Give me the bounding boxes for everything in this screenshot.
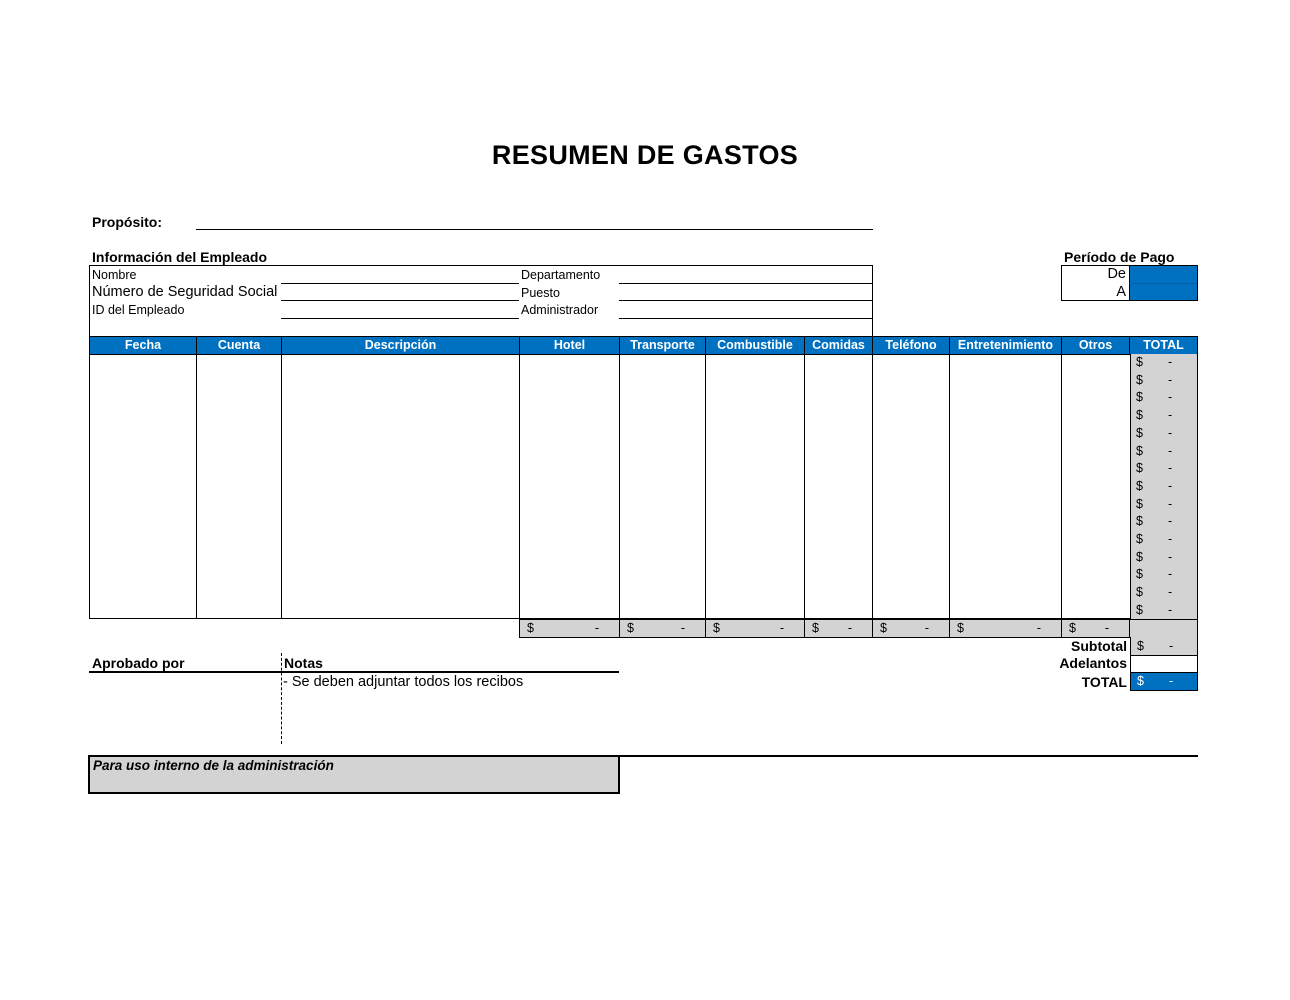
sum-entretenimiento: $ - [950, 620, 1062, 637]
col-divider [949, 354, 950, 637]
row-total: $ - [1136, 549, 1173, 564]
internal-use-label: Para uso interno de la administración [93, 758, 334, 773]
col-divider [619, 354, 620, 637]
pay-period-to-label: A [1116, 284, 1126, 300]
sum-otros: $ - [1062, 620, 1130, 637]
row-total: $ - [1136, 532, 1173, 546]
col-divider [872, 354, 873, 637]
row-total: $ - [1136, 372, 1173, 387]
sum-telefono: $ - [873, 620, 950, 637]
page-title: RESUMEN DE GASTOS [491, 140, 799, 170]
internal-use-box[interactable] [88, 755, 620, 794]
total-value: $ - [1130, 673, 1198, 691]
name-label: Nombre [92, 268, 137, 282]
row-total: $ - [1136, 425, 1173, 440]
row-total: $ - [1136, 355, 1173, 369]
col-divider [1061, 354, 1062, 637]
row-total: $ - [1136, 408, 1173, 423]
row-total: $ - [1136, 443, 1173, 458]
sum-transporte: $ - [620, 620, 706, 637]
ssn-label: Número de Seguridad Social [92, 284, 278, 300]
approved-by-label: Aprobado por [92, 655, 185, 671]
ssn-field[interactable] [281, 300, 519, 301]
col-divider [705, 354, 706, 637]
purpose-label: Propósito: [92, 214, 162, 230]
row-total: $ - [1136, 478, 1173, 493]
col-header-comidas: Comidas [805, 337, 873, 354]
col-header-otros: Otros [1062, 337, 1130, 354]
notes-text: - Se deben adjuntar todos los recibos [283, 674, 524, 690]
advances-label: Adelantos [1059, 655, 1127, 671]
employee-id-label: ID del Empleado [92, 303, 185, 317]
pay-period-heading: Período de Pago [1064, 249, 1175, 265]
col-divider [519, 354, 520, 637]
col-header-descripcion: Descripción [282, 337, 520, 354]
row-total: $ - [1136, 585, 1173, 600]
sum-total-empty [1130, 620, 1198, 637]
row-total: $ - [1136, 567, 1173, 582]
advances-field[interactable] [1130, 655, 1198, 673]
col-divider [196, 354, 197, 619]
bottom-rule [619, 755, 1198, 757]
department-field[interactable] [619, 283, 873, 284]
department-label: Departamento [521, 268, 601, 282]
notes-label: Notas [284, 655, 323, 671]
col-header-combustible: Combustible [706, 337, 805, 354]
employee-info-box [89, 265, 873, 337]
col-divider [804, 354, 805, 637]
total-label: TOTAL [1081, 674, 1127, 690]
col-header-hotel: Hotel [520, 337, 620, 354]
pay-period-from-label: De [1107, 266, 1126, 282]
row-total: $ - [1136, 461, 1173, 476]
approved-by-line [89, 671, 619, 673]
sum-hotel: $ - [520, 620, 620, 637]
employee-info-heading: Información del Empleado [92, 249, 268, 265]
pay-period-divider [1129, 283, 1197, 284]
notes-divider [281, 653, 282, 744]
row-total: $ - [1136, 514, 1173, 529]
col-header-transporte: Transporte [620, 337, 706, 354]
purpose-field[interactable] [196, 229, 873, 230]
col-header-total: TOTAL [1130, 337, 1198, 354]
sum-comidas: $ - [805, 620, 873, 637]
subtotal-value: $ - [1130, 637, 1198, 655]
row-total: $ - [1136, 390, 1173, 405]
table-body[interactable] [89, 354, 1130, 619]
row-total: $ - [1136, 602, 1173, 617]
employee-id-field[interactable] [281, 318, 519, 319]
col-divider [281, 354, 282, 619]
name-field[interactable] [281, 283, 519, 284]
subtotal-label: Subtotal [1071, 638, 1127, 654]
col-header-entretenimiento: Entretenimiento [950, 337, 1062, 354]
position-field[interactable] [619, 300, 873, 301]
sum-combustible: $ - [706, 620, 805, 637]
position-label: Puesto [521, 286, 560, 300]
col-header-cuenta: Cuenta [197, 337, 282, 354]
col-header-fecha: Fecha [89, 337, 197, 354]
col-header-telefono: Teléfono [873, 337, 950, 354]
row-total: $ - [1136, 496, 1173, 511]
manager-label: Administrador [521, 303, 599, 317]
manager-field[interactable] [619, 318, 873, 319]
